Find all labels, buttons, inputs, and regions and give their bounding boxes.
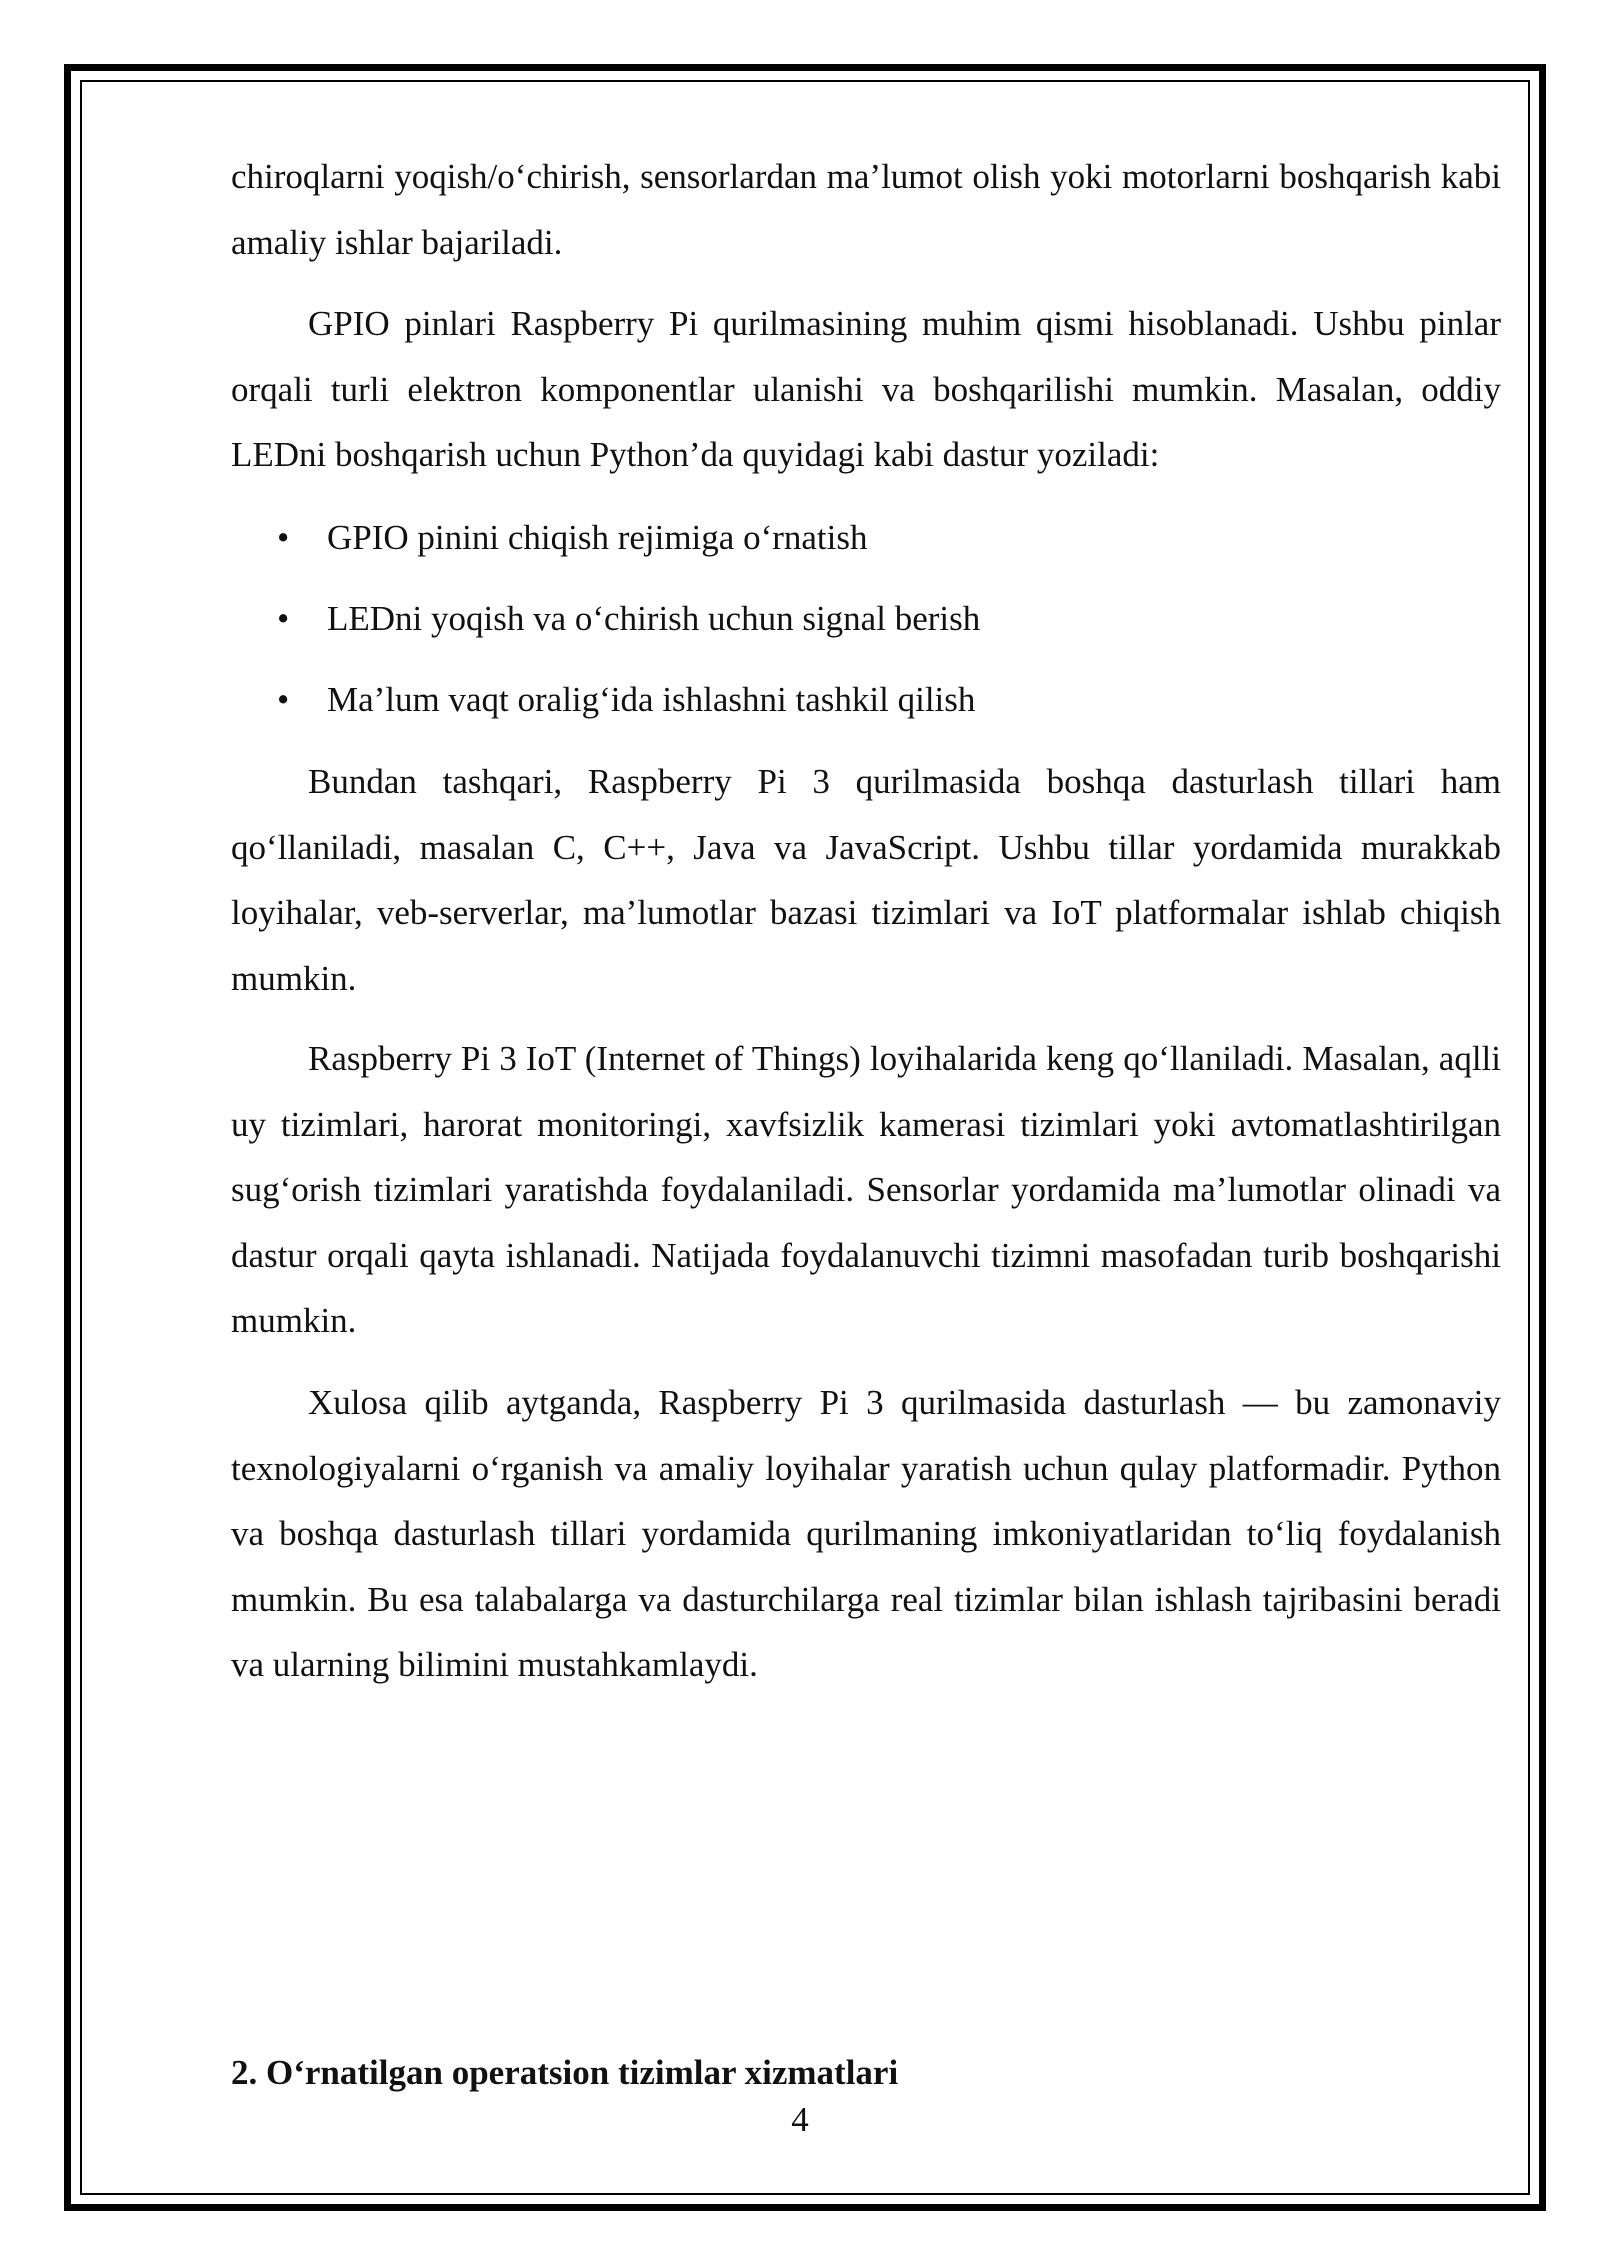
paragraph-conclusion-block: [231, 1370, 1501, 1698]
paragraph-gpio: GPIO pinlari Raspberry Pi qurilmasining muhim qismi hisoblanadi. Ushbu pinlar orqali turli elektron komponentlar ulanishi va boshqarilishi mumkin. Masalan, oddiy LEDni boshqarish uchun Python’da quyidagi kabi dastur yoziladi:: [231, 304, 1501, 474]
bullet-icon: •: [277, 518, 290, 557]
list-item-text: LEDni yoqish va o‘chirish uchun signal berish: [327, 599, 981, 638]
paragraph-iot: Raspberry Pi 3 IoT (Internet of Things) loyihalarida keng qo‘llaniladi. Masalan, aqlli uy tizimlari, harorat monitoringi, xavfsizlik kamerasi tizimlari yoki avtomatlashtirilgan sug‘orish tizimlari yaratishda foydalaniladi. Sensorlar yordamida ma’lumotlar olinadi va dastur orqali qayta ishlanadi. Natijada foydalanuvchi tizimni masofadan turib boshqarishi mumkin.: [231, 1039, 1501, 1340]
paragraph-gpio-block: [231, 291, 1501, 488]
section-heading: 2. O‘rnatilgan operatsion tizimlar xizmatlari: [231, 2053, 899, 2092]
paragraph-continuation: chiroqlarni yoqish/o‘chirish, sensorlardan ma’lumot olish yoki motorlarni boshqarish kabi amaliy ishlar bajariladi.: [231, 157, 1501, 262]
paragraph-languages-block: [231, 749, 1501, 1011]
paragraph-continuation-block: [231, 144, 1501, 275]
paragraph-conclusion: Xulosa qilib aytganda, Raspberry Pi 3 qurilmasida dasturlash — bu zamonaviy texnologiyalarni o‘rganish va amaliy loyihalar yaratish uchun qulay platformadir. Python va boshqa dasturlash tillari yordamida qurilmaning imkoniyatlaridan to‘liq foydalanish mumkin. Bu esa talabalarga va dasturchilarga real tizimlar bilan ishlash tajribasini beradi va ularning bilimini mustahkamlaydi.: [231, 1383, 1501, 1684]
paragraph-iot-block: [231, 1026, 1501, 1354]
list-item-text: GPIO pinini chiqish rejimiga o‘rnatish: [327, 518, 868, 557]
bullet-icon: •: [277, 599, 290, 638]
paragraph-languages: Bundan tashqari, Raspberry Pi 3 qurilmasida boshqa dasturlash tillari ham qo‘llaniladi, masalan C, C++, Java va JavaScript. Ushbu tillar yordamida murakkab loyihalar, veb-serverlar, ma’lumotlar bazasi tizimlari va IoT platformalar ishlab chiqish mumkin.: [231, 762, 1501, 998]
list-item-text: Ma’lum vaqt oralig‘ida ishlashni tashkil qilish: [327, 680, 976, 719]
bullet-icon: •: [277, 680, 290, 719]
page-number: 4: [791, 2100, 809, 2139]
